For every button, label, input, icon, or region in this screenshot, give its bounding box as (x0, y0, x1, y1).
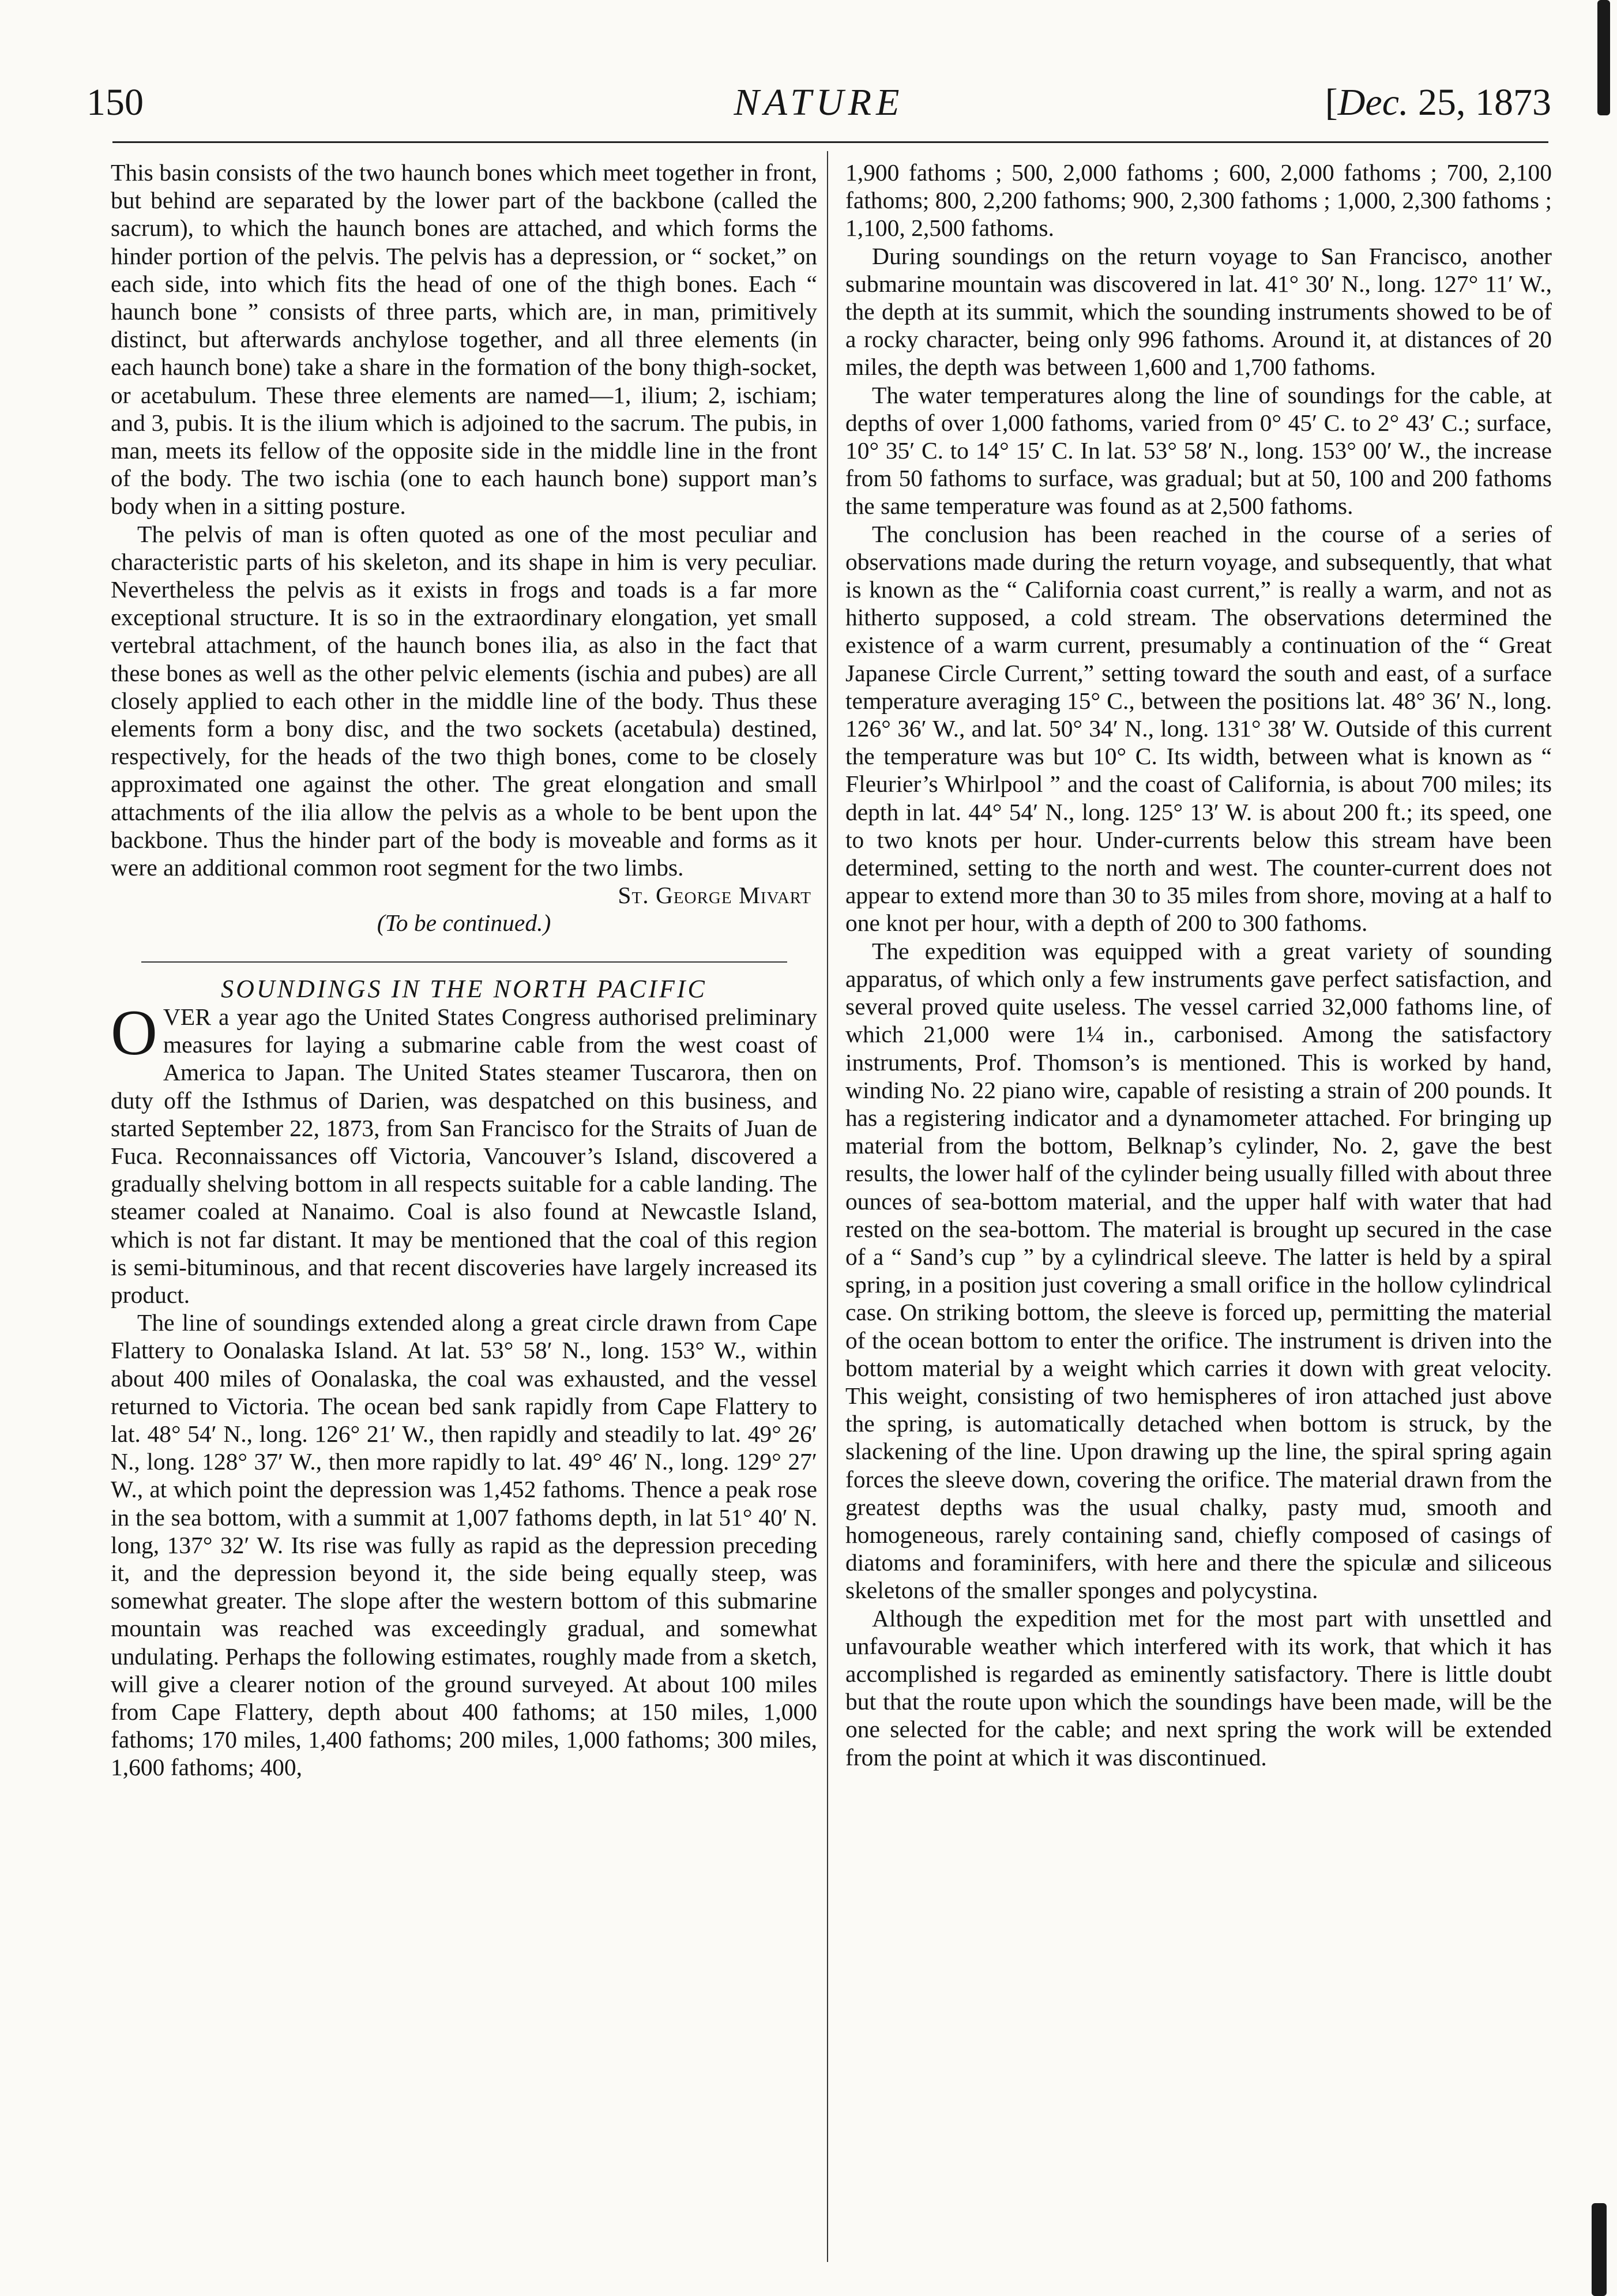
section-title: SOUNDINGS IN THE NORTH PACIFIC (221, 974, 707, 1003)
right-paragraph-1: 1,900 fathoms ; 500, 2,000 fathoms ; 600, 2,000 fathoms ; 700, 2,100 fathoms; 800, 2,200 fathoms; 900, 2,300 fathoms ; 1,000, 2,300 fathoms ; 1,100, 2,500 fathoms. (845, 159, 1552, 242)
page-header (87, 81, 1551, 144)
drop-cap: O (111, 997, 157, 1069)
right-paragraph-3: The water temperatures along the line of soundings for the cable, at depths of over 1,000 fathoms, varied from 0° 45′ C. to 2° 43′ C.; surface, 10° 35′ C. to 14° 15′ C. In lat. 53° 58′ N., long. 153° 00′ W., the increase from 50 fathoms to surface, was gradual; but at 50, 100 and 200 fathoms the same temperature was found as at 2,500 fathoms. (845, 381, 1552, 520)
right-paragraph-5: The expedition was equipped with a great variety of sounding apparatus, of which only a few instruments gave perfect satisfaction, and several proved quite useless. The vessel carried 32,000 fathoms line, of which 21,000 were 1¼ in., carbonised. Among the satisfactory instruments, Prof. Thomson’s is mentioned. This is worked by hand, winding No. 22 piano wire, capable of resisting a strain of 200 pounds. It has a registering indicator and a dynamometer attached. For bringing up material from the bottom, Belknap’s cylinder, No. 2, gave the best results, the lower half of the cylinder being usually filled with about three ounces of sea-bottom material, and the upper half with water that had rested on the sea-bottom. The material is brought up secured in the case of a “ Sand’s cup ” by a cylindrical sleeve. The latter is held by a spiral spring, in a position just covering a small orifice in the hollow cylindrical case. On striking bottom, the sleeve is forced up, permitting the material of the ocean bottom to enter the orifice. The instrument is driven into the bottom material by a weight which carries it down with great velocity. This weight, consisting of two hemispheres of iron attached just above the spring, is automatically detached when bottom is struck, by the slackening of the line. Upon drawing up the line, the spiral spring again forces the sleeve down, covering the orifice. The material drawn from the greatest depths was the usual chalky, pasty mud, smooth and homogeneous, rarely containing sand, chiefly composed of casings of diatoms and foraminifers, with here and there the spiculæ and siliceous skeletons of the smaller sponges and polycystina. (845, 937, 1552, 1604)
issue-date (1325, 81, 1551, 125)
left-paragraph-1: This basin consists of the two haunch bones which meet together in front, but behind are separated by the lower part of the backbone (called the sacrum), to which the haunch bones are attached, and which forms the hinder portion of the pelvis. The pelvis has a depression, or “ socket,” on each side, into which fits the head of one of the thigh bones. Each “ haunch bone ” consists of three parts, which are, in man, primitively distinct, but afterwards anchylose together, and all three elements (in each haunch bone) take a share in the formation of the bony thigh-socket, or acetabulum. These three elements are named—1, ilium; 2, ischiam; and 3, pubis. It is the ilium which is adjoined to the sacrum. The pubis, in man, meets its fellow of the opposite side in the middle line in the front of the body. The two ischia (one to each haunch bone) support man’s body when in a sitting posture. (111, 159, 817, 520)
column-divider (827, 151, 828, 2262)
left-paragraph-3-text: VER a year ago the United States Congress authorised preliminary measures for laying a submarine cable from the west coast of America to Japan. The United States steamer Tuscarora, then on duty off the Isthmus of Darien, was despatched on this business, and started September 22, 1873, from San Francisco for the Straits of Juan de Fuca. Reconnaissances off Victoria, Vancouver’s Island, discovered a gradually shelving bottom in all respects suitable for a cable landing. The steamer coaled at Nanaimo. Coal is also found at Newcastle Island, which is not far distant. It may be mentioned that the coal of this region is semi-bituminous, and that recent discoveries have largely increased its product. (111, 1003, 817, 1308)
author-signature: St. George Mivart (618, 882, 811, 909)
continued-note: (To be continued.) (377, 910, 551, 937)
left-paragraph-2: The pelvis of man is often quoted as one of the most peculiar and characteristic parts of his skeleton, and its shape in him is very peculiar. Nevertheless the pelvis as it exists in frogs and toads is a far more exceptional structure. It is so in the extraordinary elongation, yet small vertebral attachment, of the haunch bones ilia, as also in the fact that these bones as well as the other pelvic elements (ischia and pubes) are all closely applied to each other in the middle line of the body. Thus these elements form a bony disc, and the two sockets (acetabula) destined, respectively, for the heads of the two thigh bones, come to be closely approximated one against the other. The great elongation and small attachments of the ilia allow the pelvis as a whole to be bent upon the backbone. Thus the hinder part of the body is moveable and forms as it were an additional common root segment for the two limbs. (111, 520, 817, 881)
left-column (111, 159, 817, 1782)
date-bracket: [ (1325, 81, 1338, 123)
scan-artifact (1592, 2203, 1607, 2296)
left-paragraph-4: The line of soundings extended along a great circle drawn from Cape Flattery to Oonalaska Island. At lat. 53° 58′ N., long. 153° W., within about 400 miles of Oonalaska, the coal was exhausted, and the vessel returned to Victoria. The ocean bed sank rapidly from Cape Flattery to lat. 48° 54′ N., long. 126° 21′ W., then rapidly and steadily to lat. 49° 26′ N., long. 128° 37′ W., then more rapidly to lat. 49° 46′ N., long. 129° 27′ W., at which point the depression was 1,452 fathoms. Thence a peak rose in the sea bottom, with a summit at 1,007 fathoms depth, in lat 51° 40′ N. long, 137° 32′ W. Its rise was fully as rapid as the depression preceding it, and the depression beyond it, the side being equally steep, was somewhat greater. The slope after the western bottom of this submarine mountain was reached was exceedingly gradual, and somewhat undulating. Perhaps the following estimates, roughly made from a sketch, will give a clearer notion of the ground surveyed. At about 100 miles from Cape Flattery, depth about 400 fathoms; at 150 miles, 1,000 fathoms; 170 miles, 1,400 fathoms; 200 miles, 1,000 fathoms; 300 miles, 1,600 fathoms; 400, (111, 1309, 817, 1781)
left-paragraph-3 (111, 997, 817, 1309)
right-paragraph-2: During soundings on the return voyage to San Francisco, another submarine mountain was discovered in lat. 41° 30′ N., long. 127° 11′ W., the depth at its summit, which the sounding instruments showed to be of a rocky character, being only 996 fathoms. Around it, at distances of 20 miles, the depth was between 1,600 and 1,700 fathoms. (845, 242, 1552, 381)
date-month: Dec. (1337, 81, 1409, 123)
right-column (845, 159, 1552, 1771)
date-day-year: 25, 1873 (1408, 81, 1551, 123)
right-paragraph-6: Although the expedition met for the most part with unsettled and unfavourable weather which interfered with its work, that which it has accomplished is regarded as eminently satisfactory. There is little doubt but that the route upon which the soundings have been made, will be the one selected for the cable; and next spring the work will be extended from the point at which it was discontinued. (845, 1604, 1552, 1771)
right-paragraph-4: The conclusion has been reached in the course of a series of observations made during the return voyage, and subsequently, that what is known as the “ California coast current,” is really a warm, and not as hitherto supposed, a cold stream. The observations determined the existence of a warm current, presumably a continuation of the “ Great Japanese Circle Current,” setting toward the south and east, of a surface temperature averaging 15° C., between the positions lat. 48° 36′ N., long. 126° 36′ W., and lat. 50° 34′ N., long. 131° 38′ W. Outside of this current the temperature was but 10° C. Its width, between what is known as “ Fleurier’s Whirlpool ” and the coast of California, is about 700 miles; its depth in lat. 44° 54′ N., long. 125° 13′ W. is about 200 ft.; its speed, one to two knots per hour. Under-currents below this stream have been determined, setting to the north and west. The counter-current does not appear to extend more than 30 to 35 miles from shore, moving at a half to one knot per hour, with a depth of 200 to 300 fathoms. (845, 520, 1552, 937)
header-rule (112, 141, 1548, 143)
page-number: 150 (87, 81, 144, 123)
section-rule (141, 961, 787, 963)
journal-title: NATURE (734, 81, 904, 123)
scan-artifact (1597, 0, 1610, 115)
